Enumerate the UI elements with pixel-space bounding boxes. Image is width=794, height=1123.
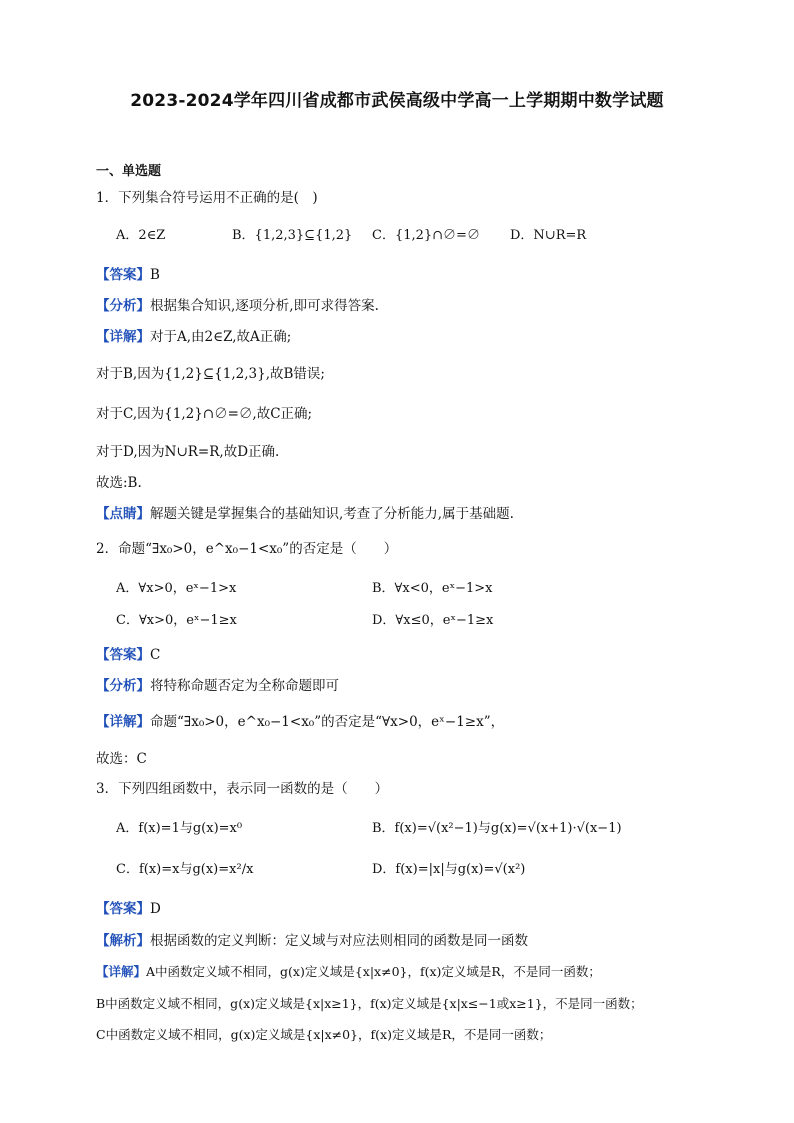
answer-tag: 【答案】	[96, 901, 150, 917]
q3-analysis: 根据函数的定义判断：定义域与对应法则相同的函数是同一函数	[150, 933, 528, 949]
q1-detail-line-1	[96, 328, 291, 346]
q2-answer-line	[96, 646, 160, 664]
q1-detail-1: 对于A,由2∈Z,故A正确;	[150, 329, 292, 345]
q3-detail-2: B中函数定义域不相同，g(x)定义域是{x|x≥1}，f(x)定义域是{x|x≤−1或x≥1}，不是同一函数；	[96, 996, 643, 1011]
q2-option-b: B．∀x<0，eˣ−1>x	[372, 581, 493, 596]
q2-detail-line	[96, 713, 504, 731]
detail-tag: 【详解】	[96, 329, 150, 345]
q1-stem: 1．下列集合符号运用不正确的是( )	[96, 190, 318, 206]
q2-option-d: D．∀x≤0，eˣ−1≥x	[372, 613, 494, 628]
q3-analysis-line	[96, 932, 528, 950]
q3-answer: D	[150, 901, 161, 917]
q1-option-d: D．N∪R=R	[510, 228, 587, 243]
q3-detail-3: C中函数定义域不相同，g(x)定义域是{x|x≠0}，f(x)定义域是R，不是同一函数；	[96, 1027, 552, 1042]
q1-option-c: C．{1,2}∩∅=∅	[372, 228, 480, 243]
analysis-tag: 【解析】	[96, 933, 150, 949]
answer-tag: 【答案】	[96, 267, 150, 283]
q1-analysis: 根据集合知识,逐项分析,即可求得答案.	[150, 298, 379, 314]
q2-answer: C	[150, 647, 161, 663]
detail-tag: 【详解】	[96, 964, 147, 979]
q3-stem: 3．下列四组函数中，表示同一函数的是（ ）	[96, 781, 389, 797]
q1-answer: B	[150, 267, 160, 283]
q1-detail-2: 对于B,因为{1,2}⊆{1,2,3},故B错误;	[96, 366, 325, 382]
q2-stem: 2．命题“∃x₀>0，e^x₀−1<x₀”的否定是（ ）	[96, 541, 398, 557]
q1-analysis-line	[96, 297, 379, 315]
q2-analysis-line	[96, 677, 339, 695]
analysis-tag: 【分析】	[96, 298, 150, 314]
q3-option-b: B．f(x)=√(x²−1)与g(x)=√(x+1)·√(x−1)	[372, 821, 622, 836]
q1-option-a: A．2∈Z	[116, 228, 166, 243]
q3-detail-line-1	[96, 963, 601, 981]
q1-choose: 故选:B.	[96, 475, 142, 491]
q3-option-d: D．f(x)=|x|与g(x)=√(x²)	[372, 862, 526, 877]
page-title: 2023-2024学年四川省成都市武侯高级中学高一上学期期中数学试题	[130, 91, 664, 111]
detail-tag: 【详解】	[96, 714, 150, 730]
q1-detail-4: 对于D,因为N∪R=R,故D正确.	[96, 444, 280, 460]
q2-analysis: 将特称命题否定为全称命题即可	[150, 678, 339, 694]
q1-option-b: B．{1,2,3}⊆{1,2}	[232, 228, 353, 243]
q1-comment-line	[96, 505, 514, 523]
q3-answer-line	[96, 900, 161, 918]
q3-detail-1: A中函数定义域不相同，g(x)定义域是{x|x≠0}，f(x)定义域是R，不是同一函数；	[146, 964, 601, 979]
q2-choose: 故选：C	[96, 751, 147, 767]
q3-option-c: C．f(x)=x与g(x)=x²/x	[116, 862, 254, 877]
q1-comment: 解题关键是掌握集合的基础知识,考查了分析能力,属于基础题.	[150, 506, 514, 522]
comment-tag: 【点睛】	[96, 506, 150, 522]
section-heading: 一、单选题	[96, 164, 162, 179]
answer-tag: 【答案】	[96, 647, 150, 663]
q1-answer-line	[96, 266, 160, 284]
analysis-tag: 【分析】	[96, 678, 150, 694]
q2-detail: 命题“∃x₀>0，e^x₀−1<x₀”的否定是“∀x>0，eˣ−1≥x”，	[150, 714, 505, 730]
q1-detail-3: 对于C,因为{1,2}∩∅=∅,故C正确;	[96, 406, 313, 422]
q2-option-a: A．∀x>0，eˣ−1>x	[116, 581, 237, 596]
q2-option-c: C．∀x>0，eˣ−1≥x	[116, 613, 237, 628]
q3-option-a: A．f(x)=1与g(x)=x⁰	[116, 821, 243, 836]
